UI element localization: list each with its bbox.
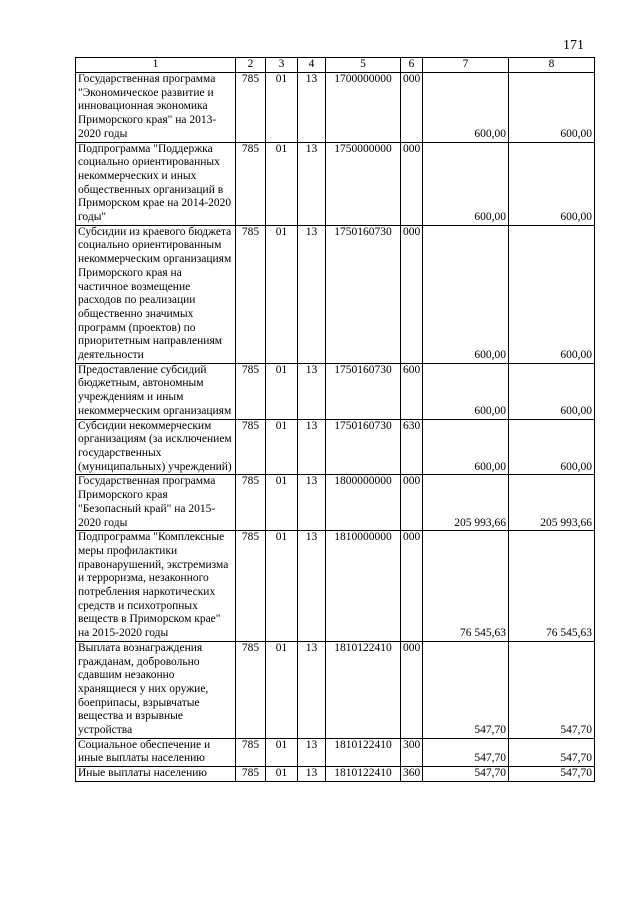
row-code-2: 785 (236, 531, 266, 642)
row-sum-8: 547,70 (509, 738, 595, 766)
row-sum-8: 600,00 (509, 73, 595, 143)
row-sum-8: 600,00 (509, 225, 595, 363)
row-code-4: 13 (298, 641, 326, 738)
row-code-3: 01 (266, 738, 298, 766)
row-code-5: 1810122410 (326, 641, 401, 738)
table-row (76, 419, 595, 475)
row-code-6: 000 (401, 142, 423, 225)
row-code-2: 785 (236, 641, 266, 738)
row-name: Предоставление субсидий бюджетным, автономным учреждениям и иным некоммерческим организациям (76, 363, 236, 419)
row-name: Иные выплаты населению (76, 767, 236, 782)
row-sum-7: 600,00 (423, 225, 509, 363)
row-code-6: 000 (401, 641, 423, 738)
row-name: Социальное обеспечение и иные выплаты населению (76, 738, 236, 766)
row-name: Подпрограмма "Комплексные меры профилактики правонарушений, экстремизма и терроризма, незаконного потребления наркотических средств и психотропных веществ в Приморском крае" на 2015-2020 годы (76, 531, 236, 642)
row-code-6: 630 (401, 419, 423, 475)
page-number: 171 (563, 38, 584, 53)
row-code-3: 01 (266, 73, 298, 143)
row-code-4: 13 (298, 419, 326, 475)
row-name: Субсидии из краевого бюджета социально ориентированным некоммерческим организациям Приморского края на частичное возмещение расходов по реализации общественно значимых программ (проектов) по приоритетным направлениям деятельности (76, 225, 236, 363)
row-code-2: 785 (236, 73, 266, 143)
row-code-5: 1810000000 (326, 531, 401, 642)
table-row (76, 475, 595, 531)
row-sum-7: 547,70 (423, 767, 509, 782)
row-code-5: 1810122410 (326, 738, 401, 766)
table-row (76, 641, 595, 738)
row-code-4: 13 (298, 738, 326, 766)
row-code-5: 1700000000 (326, 73, 401, 143)
row-sum-8: 600,00 (509, 142, 595, 225)
row-sum-8: 600,00 (509, 419, 595, 475)
row-code-2: 785 (236, 142, 266, 225)
row-code-3: 01 (266, 363, 298, 419)
row-code-4: 13 (298, 73, 326, 143)
row-code-3: 01 (266, 641, 298, 738)
row-sum-7: 600,00 (423, 363, 509, 419)
row-code-2: 785 (236, 475, 266, 531)
row-sum-8: 547,70 (509, 641, 595, 738)
budget-table (75, 57, 595, 782)
row-sum-7: 600,00 (423, 142, 509, 225)
table-row (76, 225, 595, 363)
row-code-6: 360 (401, 767, 423, 782)
row-sum-8: 205 993,66 (509, 475, 595, 531)
row-code-2: 785 (236, 225, 266, 363)
row-name: Государственная программа Приморского края "Безопасный край" на 2015-2020 годы (76, 475, 236, 531)
header-cell: 6 (401, 58, 423, 73)
header-cell: 2 (236, 58, 266, 73)
row-code-4: 13 (298, 363, 326, 419)
row-code-2: 785 (236, 363, 266, 419)
row-code-5: 1750160730 (326, 363, 401, 419)
row-code-3: 01 (266, 419, 298, 475)
row-name: Подпрограмма "Поддержка социально ориентированных некоммерческих и иных общественных организаций в Приморском крае на 2014-2020 годы" (76, 142, 236, 225)
row-code-4: 13 (298, 475, 326, 531)
row-code-6: 300 (401, 738, 423, 766)
row-code-3: 01 (266, 767, 298, 782)
table-row (76, 73, 595, 143)
row-code-6: 000 (401, 73, 423, 143)
row-code-3: 01 (266, 531, 298, 642)
row-code-3: 01 (266, 225, 298, 363)
row-sum-8: 76 545,63 (509, 531, 595, 642)
row-code-3: 01 (266, 475, 298, 531)
row-code-3: 01 (266, 142, 298, 225)
row-code-5: 1750160730 (326, 419, 401, 475)
row-sum-7: 600,00 (423, 419, 509, 475)
row-sum-8: 547,70 (509, 767, 595, 782)
row-code-6: 000 (401, 225, 423, 363)
row-code-4: 13 (298, 767, 326, 782)
table-row (76, 738, 595, 766)
row-name: Государственная программа "Экономическое развитие и инновационная экономика Приморского края" на 2013-2020 годы (76, 73, 236, 143)
row-sum-7: 547,70 (423, 641, 509, 738)
row-name: Субсидии некоммерческим организациям (за исключением государственных (муниципальных) учреждений) (76, 419, 236, 475)
row-sum-8: 600,00 (509, 363, 595, 419)
row-code-4: 13 (298, 142, 326, 225)
row-sum-7: 600,00 (423, 73, 509, 143)
table-row (76, 363, 595, 419)
row-code-2: 785 (236, 419, 266, 475)
header-cell: 1 (76, 58, 236, 73)
row-code-2: 785 (236, 767, 266, 782)
header-cell: 4 (298, 58, 326, 73)
row-sum-7: 76 545,63 (423, 531, 509, 642)
row-code-4: 13 (298, 225, 326, 363)
header-row (76, 58, 595, 73)
header-cell: 5 (326, 58, 401, 73)
row-code-6: 000 (401, 475, 423, 531)
row-name: Выплата вознаграждения гражданам, добровольно сдавшим незаконно хранящиеся у них оружие, боеприпасы, взрывчатые вещества и взрывные устройства (76, 641, 236, 738)
header-cell: 7 (423, 58, 509, 73)
row-code-2: 785 (236, 738, 266, 766)
table-row (76, 767, 595, 782)
row-sum-7: 205 993,66 (423, 475, 509, 531)
header-cell: 8 (509, 58, 595, 73)
row-code-5: 1810122410 (326, 767, 401, 782)
row-code-5: 1750160730 (326, 225, 401, 363)
header-cell: 3 (266, 58, 298, 73)
row-code-4: 13 (298, 531, 326, 642)
row-code-5: 1800000000 (326, 475, 401, 531)
table-row (76, 142, 595, 225)
row-code-6: 600 (401, 363, 423, 419)
row-code-6: 000 (401, 531, 423, 642)
row-sum-7: 547,70 (423, 738, 509, 766)
table-row (76, 531, 595, 642)
row-code-5: 1750000000 (326, 142, 401, 225)
